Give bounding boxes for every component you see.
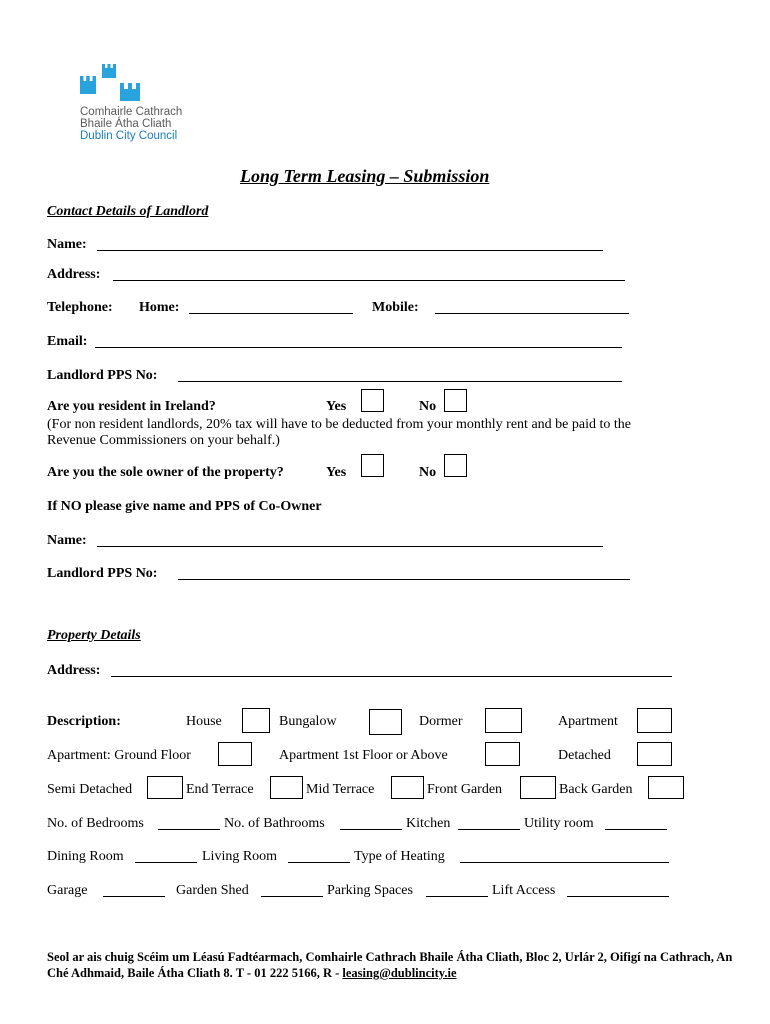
sole-owner-no-checkbox[interactable] (444, 454, 467, 477)
sole-owner-yes-checkbox[interactable] (361, 454, 384, 477)
description-label: Description: (47, 714, 121, 729)
resident-yes-label: Yes (326, 399, 347, 414)
bedrooms-label: No. of Bedrooms (47, 816, 144, 831)
pps-field[interactable] (178, 381, 622, 382)
name-field[interactable] (97, 250, 603, 251)
option-apt-first-label: Apartment 1st Floor or Above (279, 748, 448, 763)
option-semi-label: Semi Detached (47, 782, 133, 797)
resident-yes-checkbox[interactable] (361, 389, 384, 412)
option-front-garden-checkbox[interactable] (520, 776, 556, 799)
lift-field[interactable] (567, 896, 669, 897)
option-front-garden-label: Front Garden (427, 782, 503, 797)
option-apartment-label: Apartment (558, 714, 618, 729)
option-detached-checkbox[interactable] (637, 742, 672, 766)
resident-question: Are you resident in Ireland? (47, 399, 216, 414)
page-title: Long Term Leasing – Submission (240, 166, 490, 186)
option-end-terrace-checkbox[interactable] (270, 776, 303, 799)
option-apt-ground-label: Apartment: Ground Floor (47, 748, 191, 763)
option-mid-terrace-label: Mid Terrace (306, 782, 375, 797)
coowner-pps-field[interactable] (178, 579, 630, 580)
lift-label: Lift Access (492, 883, 556, 898)
dining-label: Dining Room (47, 849, 124, 864)
home-phone-label: Home: (139, 300, 180, 315)
parking-label: Parking Spaces (327, 883, 413, 898)
option-back-garden-label: Back Garden (559, 782, 633, 797)
sole-owner-no-label: No (419, 465, 437, 480)
option-apartment-checkbox[interactable] (637, 708, 672, 733)
logo-line-1: Comhairle Cathrach (80, 106, 183, 118)
living-field[interactable] (288, 862, 350, 863)
coowner-name-label: Name: (47, 533, 87, 548)
option-bungalow-label: Bungalow (279, 714, 337, 729)
sole-owner-question: Are you the sole owner of the property? (47, 465, 284, 480)
resident-note-line-1: (For non resident landlords, 20% tax will have to be deducted from your monthly rent and be paid to the (47, 417, 631, 432)
contact-section-heading: Contact Details of Landlord (47, 204, 209, 219)
utility-field[interactable] (605, 829, 667, 830)
mobile-phone-label: Mobile: (372, 300, 419, 315)
option-detached-label: Detached (558, 748, 611, 763)
property-address-field[interactable] (111, 676, 672, 677)
bedrooms-field[interactable] (158, 829, 220, 830)
option-dormer-checkbox[interactable] (485, 708, 522, 733)
castle-towers-icon (78, 63, 148, 103)
footer-email-link[interactable]: leasing@dublincity.ie (342, 966, 457, 980)
coowner-name-field[interactable] (97, 546, 603, 547)
address-field[interactable] (113, 280, 625, 281)
option-end-terrace-label: End Terrace (186, 782, 254, 797)
garage-label: Garage (47, 883, 88, 898)
coowner-note: If NO please give name and PPS of Co-Owner (47, 499, 322, 514)
footer-text: Seol ar ais chuig Scéim um Léasú Fadtéarmach, Comhairle Cathrach Bhaile Átha Cliath, Bloc 2, Urlár 2, Oifigí na Cathrach, An Ché Adhmaid, Baile Átha Cliath 8. T - 01 222 5166, R - (47, 950, 733, 980)
heating-field[interactable] (460, 862, 669, 863)
garage-field[interactable] (103, 896, 165, 897)
kitchen-label: Kitchen (406, 816, 451, 831)
footer-address (47, 949, 737, 981)
bathrooms-field[interactable] (340, 829, 402, 830)
resident-note-line-2: Revenue Commissioners on your behalf.) (47, 433, 280, 448)
parking-field[interactable] (426, 896, 488, 897)
option-dormer-label: Dormer (419, 714, 463, 729)
option-house-label: House (186, 714, 222, 729)
property-address-label: Address: (47, 663, 101, 678)
resident-no-label: No (419, 399, 437, 414)
option-house-checkbox[interactable] (242, 708, 270, 733)
option-apt-ground-checkbox[interactable] (218, 742, 252, 766)
address-label: Address: (47, 267, 101, 282)
email-field[interactable] (95, 347, 622, 348)
name-label: Name: (47, 237, 87, 252)
bathrooms-label: No. of Bathrooms (224, 816, 325, 831)
property-section-heading: Property Details (47, 628, 141, 643)
sole-owner-yes-label: Yes (326, 465, 347, 480)
telephone-label: Telephone: (47, 300, 113, 315)
email-label: Email: (47, 334, 88, 349)
logo-line-3: Dublin City Council (80, 130, 178, 142)
mobile-phone-field[interactable] (435, 313, 629, 314)
resident-no-checkbox[interactable] (444, 389, 467, 412)
living-label: Living Room (202, 849, 278, 864)
option-mid-terrace-checkbox[interactable] (391, 776, 424, 799)
dining-field[interactable] (135, 862, 197, 863)
utility-label: Utility room (524, 816, 594, 831)
option-bungalow-checkbox[interactable] (369, 709, 402, 735)
option-apt-first-checkbox[interactable] (485, 742, 520, 766)
shed-label: Garden Shed (176, 883, 249, 898)
pps-label: Landlord PPS No: (47, 368, 158, 383)
home-phone-field[interactable] (189, 313, 353, 314)
option-back-garden-checkbox[interactable] (648, 776, 684, 799)
logo-line-2: Bhaile Átha Cliath (80, 118, 172, 130)
option-semi-checkbox[interactable] (147, 776, 183, 799)
coowner-pps-label: Landlord PPS No: (47, 566, 158, 581)
shed-field[interactable] (261, 896, 323, 897)
kitchen-field[interactable] (458, 829, 520, 830)
heating-label: Type of Heating (354, 849, 445, 864)
